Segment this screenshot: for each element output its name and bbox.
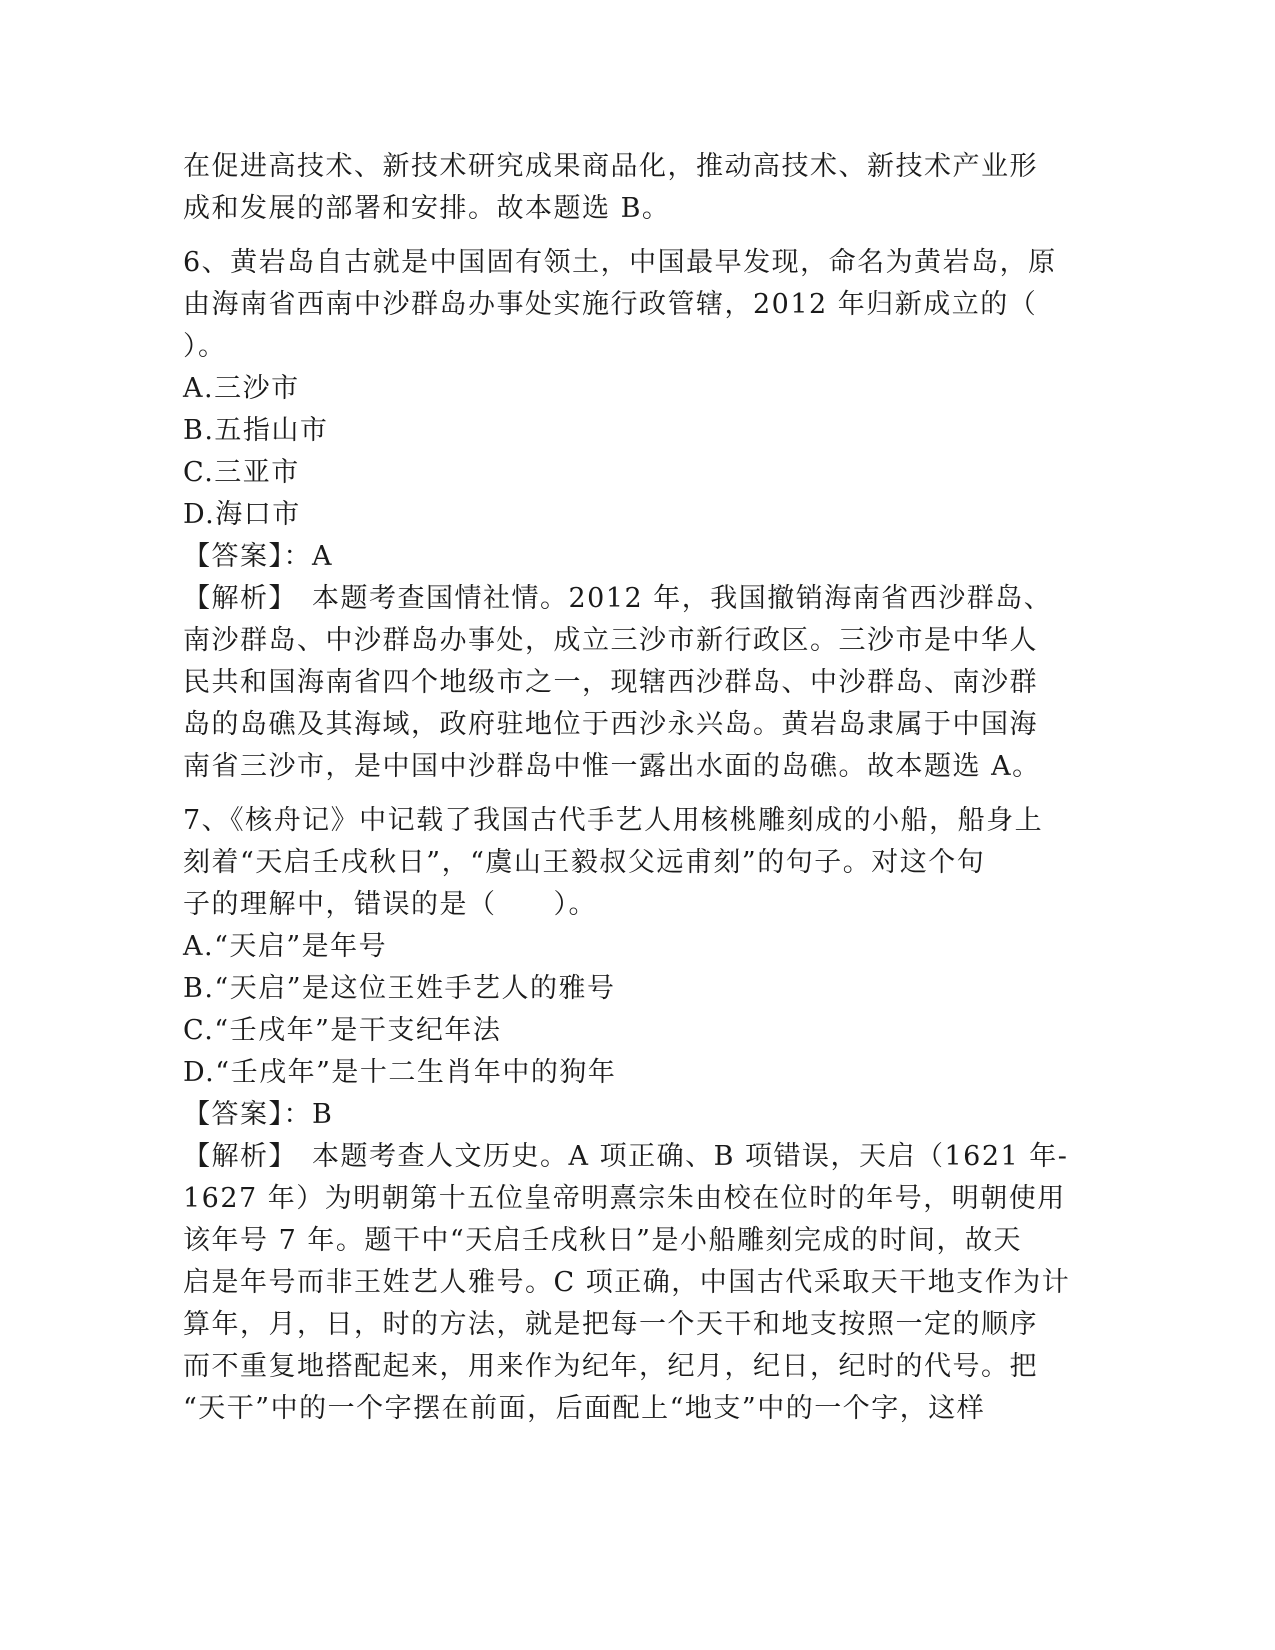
question-7 bbox=[183, 800, 1083, 1430]
text-line: 刻着“天启壬戌秋日”，“虞山王毅叔父远甫刻”的句子。对这个句 bbox=[183, 847, 986, 878]
answer-line: 【答案】：B bbox=[183, 1099, 334, 1130]
answer-line: 【答案】：A bbox=[183, 541, 333, 572]
option-b: B.“天启”是这位王姓手艺人的雅号 bbox=[183, 973, 616, 1004]
analysis-paragraph bbox=[183, 1136, 1083, 1430]
text-line: 而不重复地搭配起来，用来作为纪年，纪月，纪日，纪时的代号。把 bbox=[183, 1351, 1038, 1382]
text-line: 在促进高技术、新技术研究成果商品化，推动高技术、新技术产业形 bbox=[183, 151, 1038, 182]
option-c: C.“壬戌年”是干支纪年法 bbox=[183, 1015, 502, 1046]
option-d: D.“壬戌年”是十二生肖年中的狗年 bbox=[183, 1057, 617, 1088]
text-line: 启是年号而非王姓艺人雅号。C 项正确，中国古代采取天干地支作为计 bbox=[183, 1267, 1071, 1298]
text-line: 民共和国海南省四个地级市之一，现辖西沙群岛、中沙群岛、南沙群 bbox=[183, 667, 1038, 698]
text-line: 【解析】 本题考查国情社情。2012 年，我国撤销海南省西沙群岛、 bbox=[183, 583, 1053, 614]
text-line: 成和发展的部署和安排。故本题选 B。 bbox=[183, 193, 671, 224]
option-b: B.五指山市 bbox=[183, 415, 329, 446]
text-line: 1627 年）为明朝第十五位皇帝明熹宗朱由校在位时的年号，明朝使用 bbox=[183, 1183, 1066, 1214]
intro-paragraph bbox=[183, 146, 1083, 230]
question-stem bbox=[183, 800, 1083, 926]
text-line: “天干”中的一个字摆在前面，后面配上“地支”中的一个字，这样 bbox=[183, 1393, 986, 1424]
document-page bbox=[183, 146, 1083, 1430]
option-a: A.三沙市 bbox=[183, 373, 300, 404]
text-line: 算年，月，日，时的方法，就是把每一个天干和地支按照一定的顺序 bbox=[183, 1309, 1038, 1340]
option-list bbox=[183, 368, 1083, 536]
option-d: D.海口市 bbox=[183, 499, 301, 530]
text-line: 该年号 7 年。题干中“天启壬戌秋日”是小船雕刻完成的时间，故天 bbox=[183, 1225, 1022, 1256]
text-line: 6、黄岩岛自古就是中国固有领土，中国最早发现，命名为黄岩岛，原 bbox=[183, 247, 1057, 278]
analysis-paragraph bbox=[183, 578, 1083, 788]
option-list bbox=[183, 926, 1083, 1094]
text-line: 7、《核舟记》中记载了我国古代手艺人用核桃雕刻成的小船，船身上 bbox=[183, 805, 1044, 836]
option-c: C.三亚市 bbox=[183, 457, 300, 488]
text-line: 由海南省西南中沙群岛办事处实施行政管辖，2012 年归新成立的（ bbox=[183, 289, 1038, 320]
option-a: A.“天启”是年号 bbox=[183, 931, 388, 962]
question-stem bbox=[183, 242, 1083, 368]
text-line: 子的理解中，错误的是（ ）。 bbox=[183, 889, 597, 920]
text-line: 岛的岛礁及其海域，政府驻地位于西沙永兴岛。黄岩岛隶属于中国海 bbox=[183, 709, 1038, 740]
text-line: 南省三沙市，是中国中沙群岛中惟一露出水面的岛礁。故本题选 A。 bbox=[183, 751, 1041, 782]
text-line: 南沙群岛、中沙群岛办事处，成立三沙市新行政区。三沙市是中华人 bbox=[183, 625, 1038, 656]
text-line: ）。 bbox=[183, 331, 227, 362]
text-line: 【解析】 本题考查人文历史。A 项正确、B 项错误，天启（1621 年- bbox=[183, 1141, 1069, 1172]
question-6 bbox=[183, 242, 1083, 788]
